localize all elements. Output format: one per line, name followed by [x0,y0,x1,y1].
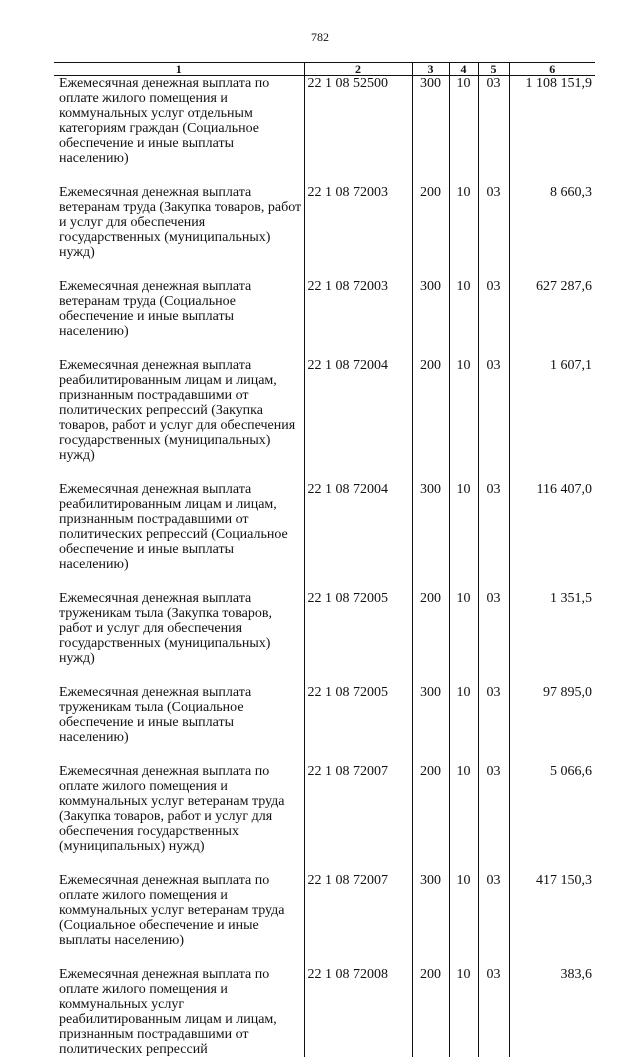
row-name: Ежемесячная денежная выплата реабилитированным лицам и лицам, признанным пострадавшими от политических репрессий (Социальное обеспечение и иные выплаты населению) [59,482,288,572]
header-col-2: 2 [304,63,412,76]
row-name: Ежемесячная денежная выплата труженикам тыла (Социальное обеспечение и иные выплаты населению) [59,685,252,745]
row-col-5: 03 [478,764,509,873]
row-name: Ежемесячная денежная выплата ветеранам труда (Закупка товаров, работ и услуг для обеспечения государственных (муниципальных) нужд) [59,185,302,260]
row-col-5: 03 [478,279,509,358]
row-code: 22 1 08 72004 [304,358,412,482]
table-row [54,967,595,1057]
row-amount: 1 607,1 [509,358,595,482]
page-number: 782 [311,30,329,44]
row-name: Ежемесячная денежная выплата по оплате жилого помещения и коммунальных услуг ветеранам труда (Социальное обеспечение и иные выплаты населению) [59,873,285,948]
row-name: Ежемесячная денежная выплата по оплате жилого помещения и коммунальных услуг отдельным категориям граждан (Социальное обеспечение и иные выплаты населению) [59,76,270,166]
row-col-5: 03 [478,591,509,685]
row-name: Ежемесячная денежная выплата труженикам тыла (Закупка товаров, работ и услуг для обеспечения государственных (муниципальных) нужд) [59,591,272,666]
row-code: 22 1 08 72005 [304,685,412,764]
row-col-5: 03 [478,185,509,279]
table-row [54,185,595,279]
header-col-1: 1 [54,63,304,76]
row-code: 22 1 08 72003 [304,185,412,279]
row-col-5: 03 [478,482,509,591]
row-amount: 116 407,0 [509,482,595,591]
row-col-3: 200 [412,358,449,482]
header-col-5: 5 [478,63,509,76]
row-name: Ежемесячная денежная выплата по оплате жилого помещения и коммунальных услуг ветеранам труда (Закупка товаров, работ и услуг для обеспечения государственных (муниципальных) нужд) [59,764,285,854]
row-col-3: 300 [412,873,449,967]
row-amount: 383,6 [509,967,595,1057]
row-code: 22 1 08 72004 [304,482,412,591]
row-col-3: 300 [412,279,449,358]
row-name: Ежемесячная денежная выплата по оплате жилого помещения и коммунальных услуг реабилитированным лицам и лицам, признанным пострадавшими от политических репрессий [59,967,277,1057]
table-row [54,873,595,967]
row-col-5: 03 [478,685,509,764]
row-col-5: 03 [478,967,509,1057]
row-code: 22 1 08 72005 [304,591,412,685]
table-row [54,764,595,873]
row-col-5: 03 [478,76,509,186]
table-row [54,482,595,591]
row-col-4: 10 [449,591,478,685]
table-row [54,358,595,482]
row-code: 22 1 08 52500 [304,76,412,186]
row-col-4: 10 [449,279,478,358]
table-row [54,76,595,186]
row-col-4: 10 [449,482,478,591]
row-col-4: 10 [449,873,478,967]
row-name: Ежемесячная денежная выплата реабилитированным лицам и лицам, признанным пострадавшими от политических репрессий (Закупка товаров, работ и услуг для обеспечения государственных (муниципальных) нужд) [59,358,296,463]
header-row [54,63,595,76]
table-row [54,591,595,685]
row-col-4: 10 [449,967,478,1057]
row-amount: 1 351,5 [509,591,595,685]
row-code: 22 1 08 72003 [304,279,412,358]
header-col-3: 3 [412,63,449,76]
row-col-4: 10 [449,358,478,482]
row-col-4: 10 [449,764,478,873]
table-row [54,279,595,358]
row-col-5: 03 [478,358,509,482]
row-amount: 8 660,3 [509,185,595,279]
row-col-3: 200 [412,764,449,873]
row-col-3: 300 [412,685,449,764]
row-amount: 417 150,3 [509,873,595,967]
row-name: Ежемесячная денежная выплата ветеранам труда (Социальное обеспечение и иные выплаты населению) [59,279,252,339]
row-amount: 1 108 151,9 [509,76,595,186]
row-code: 22 1 08 72007 [304,873,412,967]
table-row [54,685,595,764]
row-col-3: 200 [412,591,449,685]
header-col-6: 6 [509,63,595,76]
row-col-4: 10 [449,76,478,186]
header-col-4: 4 [449,63,478,76]
budget-table [54,62,595,1057]
row-col-3: 300 [412,482,449,591]
row-amount: 627 287,6 [509,279,595,358]
row-col-3: 200 [412,967,449,1057]
row-col-4: 10 [449,685,478,764]
row-code: 22 1 08 72007 [304,764,412,873]
row-col-3: 200 [412,185,449,279]
row-col-4: 10 [449,185,478,279]
row-col-3: 300 [412,76,449,186]
row-code: 22 1 08 72008 [304,967,412,1057]
row-amount: 97 895,0 [509,685,595,764]
row-amount: 5 066,6 [509,764,595,873]
row-col-5: 03 [478,873,509,967]
